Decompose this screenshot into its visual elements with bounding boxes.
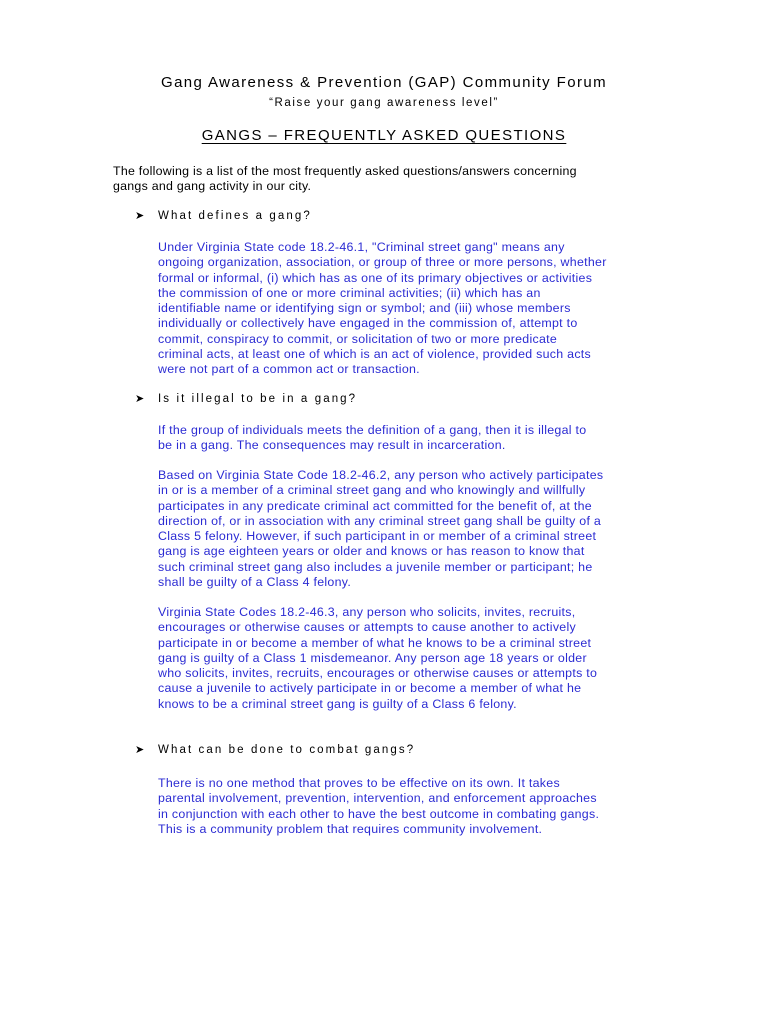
answer-line: were not part of a common act or transaction. [158,362,420,377]
answer-line: in conjunction with each other to have the best outcome in combating gangs. [158,806,600,821]
answer-line: Virginia State Codes 18.2-46.3, any person who solicits, invites, recruits, [158,605,576,619]
answer-line: Class 5 felony. However, if such participant in or member of a criminal street [158,529,597,544]
faq-answer-2c [158,605,658,712]
answer-line: gang is guilty of a Class 1 misdemeanor. Any person age 18 years or older [158,650,587,665]
answer-line: in or is a member of a criminal street gang and who knowingly and willfully [158,483,586,498]
answer-line: be in a gang. The consequences may result in incarceration. [158,438,506,453]
faq-answer-2a [158,423,658,454]
forum-title: Gang Awareness & Prevention (GAP) Community Forum [161,74,607,91]
answer-line: individually or collectively have engaged in the commission of, attempt to [158,316,578,331]
answer-line: such criminal street gang also includes a juvenile member or participant; he [158,559,593,574]
intro-line: The following is a list of the most frequently asked questions/answers concerning [113,164,577,178]
intro-line: gangs and gang activity in our city. [113,179,312,194]
faq-answer-2b [158,468,658,590]
answer-line: the commission of one or more criminal activities; (ii) which has an [158,285,541,300]
answer-line: There is no one method that proves to be effective on its own. It takes [158,776,560,790]
answer-line: If the group of individuals meets the definition of a gang, then it is illegal to [158,423,587,437]
answer-line: direction of, or in association with any criminal street gang shall be guilty of a [158,513,602,528]
answer-line: who solicits, invites, recruits, encourages or otherwise causes or attempts to [158,666,598,681]
arrow-bullet-icon: ➤ [135,744,145,756]
answer-line: identifiable name or identifying sign or symbol; and (iii) whose members [158,301,571,316]
answer-line: participate in or become a member of what he knows to be a criminal street [158,635,592,650]
arrow-bullet-icon: ➤ [135,210,145,222]
answer-line: shall be guilty of a Class 4 felony. [158,575,352,590]
faq-question-3 [135,742,415,758]
faq-heading [0,126,768,146]
faq-question-text: Is it illegal to be in a gang? [158,393,358,405]
answer-line: criminal acts, at least one of which is an act of violence, provided such acts [158,347,591,362]
answer-line: knows to be a criminal street gang is guilty of a Class 6 felony. [158,696,517,711]
faq-answer-3 [158,776,658,837]
arrow-bullet-icon: ➤ [135,393,145,405]
answer-line: cause a juvenile to actively participate in or become a member of what he [158,681,582,696]
forum-tagline: “Raise your gang awareness level” [269,97,499,109]
faq-answer-1 [158,240,658,378]
faq-question-text: What can be done to combat gangs? [158,744,416,756]
answer-line: This is a community problem that requires community involvement. [158,821,543,836]
faq-question-text: What defines a gang? [158,210,312,222]
answer-line: Based on Virginia State Code 18.2-46.2, any person who actively participates [158,468,604,482]
answer-line: formal or informal, (i) which has as one of its primary objectives or activities [158,270,593,285]
answer-line: encourages or otherwise causes or attempts to cause another to actively [158,620,576,635]
intro-paragraph [113,164,643,195]
answer-line: participates in any predicate criminal act committed for the benefit of, at the [158,498,592,513]
answer-line: gang is age eighteen years or older and knows or has reason to know that [158,544,585,559]
faq-question-1 [135,208,312,224]
faq-question-2 [135,391,357,407]
answer-line: ongoing organization, association, or group of three or more persons, whether [158,255,607,270]
faq-heading-text: GANGS – FREQUENTLY ASKED QUESTIONS [201,127,567,144]
answer-line: Under Virginia State code 18.2-46.1, "Criminal street gang" means any [158,240,565,254]
answer-line: commit, conspiracy to commit, or solicitation of two or more predicate [158,331,558,346]
answer-line: parental involvement, prevention, intervention, and enforcement approaches [158,791,597,806]
